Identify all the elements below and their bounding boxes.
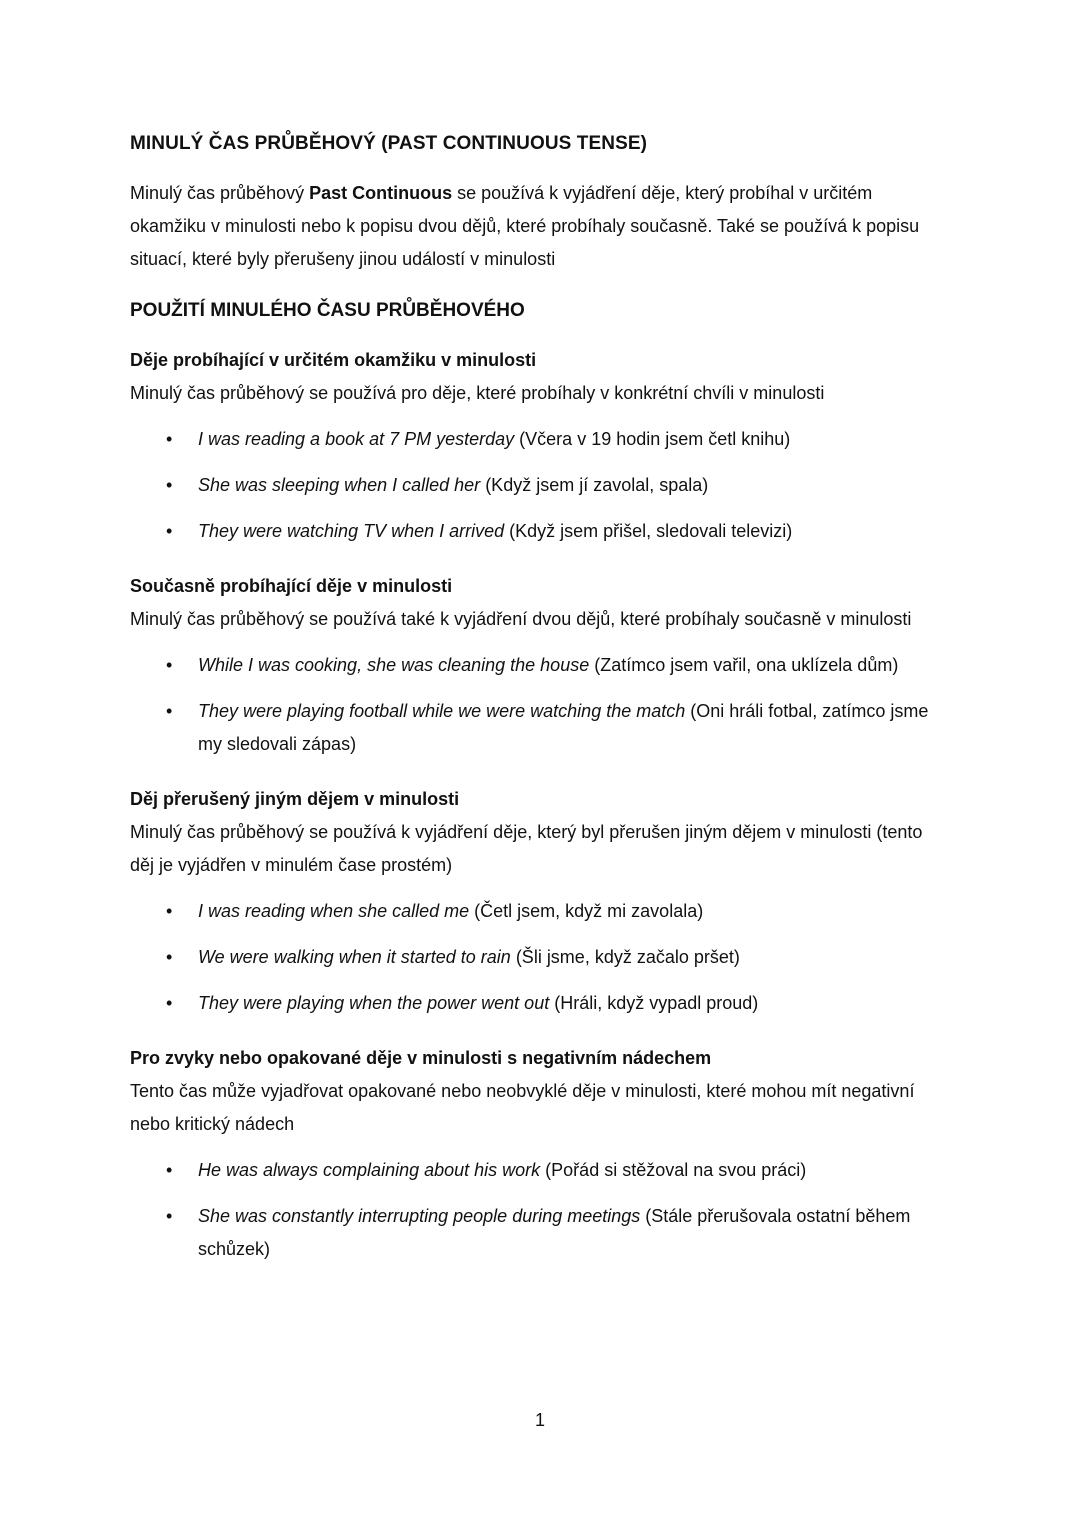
subsection-description-3: Minulý čas průběhový se používá k vyjádření děje, který byl přerušen jiným dějem v minulosti (tento děj je vyjádřen v minulém čase prostém) — [130, 822, 923, 875]
czech-translation: (Když jsem přišel, sledovali televizi) — [504, 521, 793, 541]
english-phrase: They were playing football while we were watching the match — [198, 701, 686, 721]
example-item — [198, 895, 950, 928]
example-list-1 — [130, 423, 950, 548]
subsection-heading-1: Děje probíhající v určitém okamžiku v minulosti — [130, 350, 537, 370]
example-list-3 — [130, 895, 950, 1020]
intro-text-part2: se používá k vyjádření děje, který probíhal v určitém okamžiku v minulosti nebo k popisu dvou dějů, které probíhaly současně. Také se používá k popisu situací, které byly přerušeny jinou událostí v minulosti — [130, 183, 920, 269]
czech-translation: (Včera v 19 hodin jsem četl knihu) — [514, 429, 791, 449]
example-item — [198, 695, 950, 761]
example-item — [198, 1200, 950, 1266]
page-number: 1 — [534, 1410, 545, 1430]
subsection-heading-4: Pro zvyky nebo opakované děje v minulosti s negativním nádechem — [130, 1048, 712, 1068]
czech-translation: (Stále přerušovala ostatní během schůzek) — [198, 1206, 911, 1259]
example-list-2 — [130, 649, 950, 761]
czech-translation: (Když jsem jí zavolal, spala) — [480, 475, 709, 495]
intro-bold-term: Past Continuous — [309, 183, 453, 203]
example-item — [198, 469, 950, 502]
english-phrase: She was constantly interrupting people during meetings — [198, 1206, 641, 1226]
intro-text-part1: Minulý čas průběhový — [130, 183, 310, 203]
czech-translation: (Oni hráli fotbal, zatímco jsme my sledovali zápas) — [198, 701, 929, 754]
example-item — [198, 423, 950, 456]
example-item — [198, 649, 950, 682]
example-list-4 — [130, 1154, 950, 1266]
intro-paragraph — [130, 177, 950, 276]
english-phrase: He was always complaining about his work — [198, 1160, 541, 1180]
usage-section-heading: POUŽITÍ MINULÉHO ČASU PRŮBĚHOVÉHO — [130, 300, 525, 321]
example-item — [198, 515, 950, 548]
example-item — [198, 1154, 950, 1187]
english-phrase: I was reading a book at 7 PM yesterday — [198, 429, 515, 449]
english-phrase: While I was cooking, she was cleaning the house — [198, 655, 590, 675]
subsection-description-4: Tento čas může vyjadřovat opakované nebo neobvyklé děje v minulosti, které mohou mít negativní nebo kritický nádech — [130, 1081, 915, 1134]
subsection-heading-3: Děj přerušený jiným dějem v minulosti — [130, 789, 460, 809]
english-phrase: They were watching TV when I arrived — [198, 521, 505, 541]
czech-translation: (Šli jsme, když začalo pršet) — [510, 947, 740, 967]
czech-translation: (Pořád si stěžoval na svou práci) — [540, 1160, 807, 1180]
english-phrase: I was reading when she called me — [198, 901, 470, 921]
czech-translation: (Zatímco jsem vařil, ona uklízela dům) — [589, 655, 899, 675]
subsection-description-1: Minulý čas průběhový se používá pro děje, které probíhaly v konkrétní chvíli v minulosti — [130, 383, 825, 403]
subsection-heading-2: Současně probíhající děje v minulosti — [130, 576, 453, 596]
example-item — [198, 987, 950, 1020]
czech-translation: (Hráli, když vypadl proud) — [549, 993, 759, 1013]
english-phrase: She was sleeping when I called her — [198, 475, 481, 495]
example-item — [198, 941, 950, 974]
english-phrase: They were playing when the power went out — [198, 993, 550, 1013]
english-phrase: We were walking when it started to rain — [198, 947, 511, 967]
page-title: MINULÝ ČAS PRŮBĚHOVÝ (PAST CONTINUOUS TENSE) — [130, 133, 648, 154]
czech-translation: (Četl jsem, když mi zavolala) — [469, 901, 704, 921]
subsection-description-2: Minulý čas průběhový se používá také k vyjádření dvou dějů, které probíhaly současně v minulosti — [130, 609, 912, 629]
